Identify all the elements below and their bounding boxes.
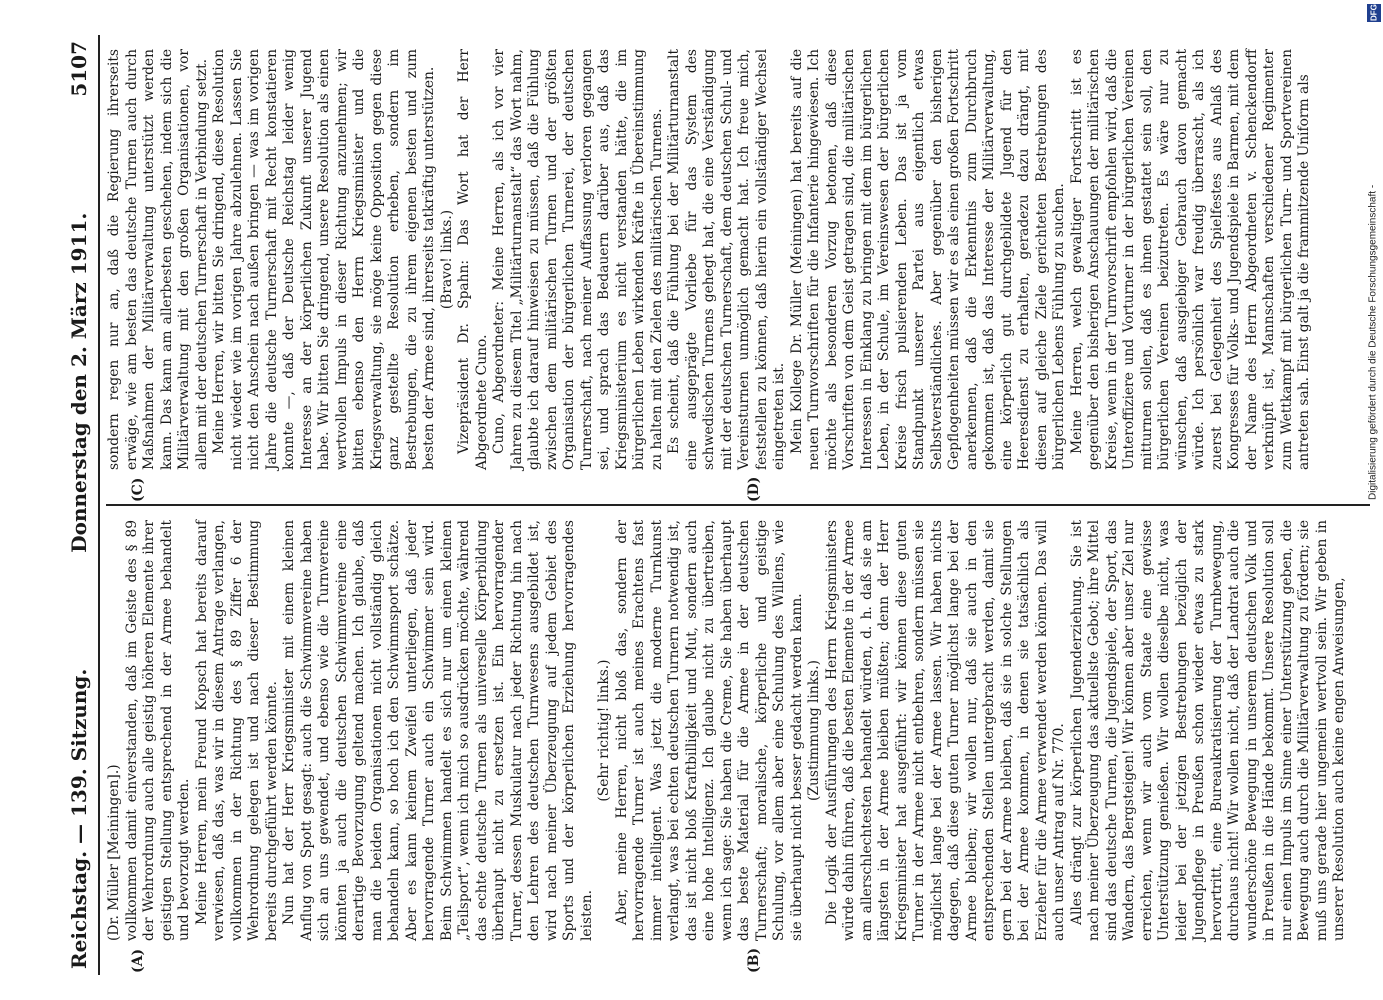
dfg-logo: DFG (1367, 4, 1381, 22)
header-date: Donnerstag den 2. März 1911. (67, 212, 91, 553)
digitization-note: Digitalisierung gefördert durch die Deutsche Forschungsgemeinschaft - (1367, 184, 1379, 500)
page-number: 5107 (67, 41, 91, 97)
interjection: (Sehr richtig! links.) (596, 659, 612, 802)
paragraph: Aber, meine Herren, nicht bloß das, sondern der hervorragende Turner ist auch meines Erachtens fast immer intelligent. Was jetzt die moderne Turnkunst verlangt, was bei echten deutschen Turnern notwendig ist, das ist nicht bloß Kraftbilligkeit und Mut, sondern auch eine hohe Intelligenz. Ich glaube nicht zu übertreiben, wenn ich sage: Sie haben die Creme, Sie haben überhaupt das beste Material für die Armee in der deutschen Turnerschaft; moralische, körperliche und geistige Schulung, vor allem aber eine Schulung des Willens, wie sie überhaupt nicht besser gedacht werden kann. (613, 520, 805, 941)
margin-mark-d: (D) (746, 476, 762, 502)
paragraph: Die Logik der Ausführungen des Herrn Kriegsministers würde dahin führen, daß die besten Elemente in der Armee am allerschlechtesten behandelt würden, d. h. daß sie am längsten in der Armee bleiben müßten; denn der Herr Kriegsminister hat ausgeführt: wir können diese guten Turner in der Armee nicht entbehren, sondern müssen sie möglichst lange bei der Armee lassen. Wir haben nichts dagegen, daß diese guten Turner möglichst lange bei der Armee bleiben; wir wollen nur, daß sie auch in den entsprechenden Stellen untergebracht werden, damit sie gern bei der Armee bleiben, daß sie in solche Stellungen bei der Armee kommen, in denen sie tatsächlich als Erzieher für die Armee verwendet werden können. Das will auch unser Antrag auf Nr. 770. (823, 520, 1067, 941)
paragraph: sondern regen nur an, daß die Regierung ihrerseits erwäge, wie am besten das deutsche Turnen auch durch Maßnahmen der Militärverwaltung unterstützt werden kann. Das kann am allerbesten geschehen, indem sich die Militärverwaltung mit den großen Organisationen, vor allem mit der deutschen Turnerschaft in Verbindung setzt. (106, 49, 210, 470)
interjection: (Zustimmung links.) (806, 660, 822, 801)
paragraph: Nun hat der Herr Kriegsminister mit einem kleinen Anflug von Spott gesagt: auch die Schwimmvereine haben sich an uns gewendet, und ebenso wie die Turnvereine könnten ja auch die deutschen Schwimmvereine eine derartige Bevorzugung geltend machen. Ich glaube, daß man die beiden Organisationen nicht vollständig gleich behandeln kann, so hoch ich den Schwimmsport schätze. Aber es kann keinem Zweifel unterliegen, daß jeder hervorragende Turner auch ein Schwimmer sein wird. Beim Schwimmen handelt es sich nur um einen kleinen „Teilsport“, wenn ich mich so ausdrücken möchte, während das echte deutsche Turnen als universelle Körperbildung überhaupt nicht zu ersetzen ist. Ein hervorragender Turner, dessen Muskulatur nach jeder Richtung hin nach den Lehren des deutschen Turnwesens ausgebildet ist, wird nach meiner Überzeugung auf jedem Gebiet des Sports und der körperlichen Erziehung hervorragendes leisten. (281, 520, 595, 941)
speaker-reference: (Dr. Müller [Meiningen].) (106, 764, 122, 941)
paragraph: Cuno, Abgeordneter: Meine Herren, als ich vor vier Jahren zu diesem Titel „Militärturnanstalt“ das Wort nahm, glaubte ich darauf hinweisen zu müssen, daß die Fühlung zwischen dem militärischen Turnen und der größten Organisation der bürgerlichen Turnerei, der deutschen Turnerschaft, nach meiner Auffassung verloren gegangen sei, und sprach das Bedauern darüber aus, daß das Kriegsministerium es nicht verstanden hätte, die im bürgerlichen Leben wirkenden Kräfte in Übereinstimmung zu halten mit den Zielen des militärischen Turnens. (491, 49, 665, 470)
left-column (106, 504, 1370, 975)
paragraph: Es scheint, daß die Fühlung bei der Militärturnanstalt eine ausgeprägte Vorliebe für das System des schwedischen Turnens gehegt hat, die eine Verständigung mit der deutschen Turnerschaft, dem deutschen Schul- und Vereinsturnen unmöglich gemacht hat. Ich freue mich, feststellen zu können, daß hierin ein vollständiger Wechsel eingetreten ist. (666, 49, 787, 470)
paragraph: Meine Herren, welch gewaltiger Fortschritt ist es gegenüber den bisherigen Anschauungen der militärischen Kreise, wenn in der Turnvorschrift empfohlen wird, daß die Unteroffiziere und Vorturner in der bürgerlichen Vereinen mitturnen sollen, daß es ihnen gestattet sein soll, den bürgerlichen Vereinen beizutreten. Es wäre nur zu wünschen, daß ausgiebiger Gebrauch davon gemacht würde. Ich persönlich war freudig überrascht, als ich zuerst bei Gelegenheit des Spielfestes aus Anlaß des Kongresses für Volks- und Jugendspiele in Barmen, mit dem der Name des Herrn Abgeordneten v. Schenckendorff verknüpft ist, Mannschaften verschiedener Regimenter zum Wettkampf mit bürgerlichen Turn- und Sportvereinen antreten sah. Einst galt ja die frammitzende Uniform als (1068, 49, 1312, 470)
vice-president-line: Vizepräsident Dr. Spahn: Das Wort hat der Herr Abgeordnete Cuno. (456, 49, 490, 470)
paragraph: Mein Kollege Dr. Müller (Meiningen) hat bereits auf die neuen Turnvorschriften für die Infanterie hingewiesen. Ich möchte als besonderen Vorzug betonen, daß diese Vorschriften von dem Geist getragen sind, die militärischen Interessen in Einklang zu bringen mit dem im bürgerlichen Leben, in der Schule, im Vereinswesen der bürgerlichen Kreise frisch pulsierenden Leben. Das ist ja vom Standpunkt unserer Partei aus eigentlich etwas Selbstverständliches. Aber gegenüber den bisherigen Gepflogenheiten müssen wir es als einen großen Fortschritt anerkennen, daß die Erkenntnis zum Durchbruch gekommen ist, daß das Interesse der Militärverwaltung, eine körperlich gut durchgebildete Jugend für den Heeresdienst zu erhalten, geradezu dazu drängt, mit diesen auf gleiche Ziele gerichteten Bestrebungen des bürgerlichen Lebens Fühlung zu suchen. (788, 49, 1067, 470)
text-columns (106, 35, 1370, 975)
right-column (106, 35, 1370, 504)
paragraph: Meine Herren, mein Freund Kopsch hat bereits darauf verwiesen, daß das, was wir in diesem Antrage verlangen, vollkommen in der Richtung des § 89 Ziffer 6 der Wehrordnung gelegen ist und nach dieser Bestimmung bereits durchgeführt werden könnte. (193, 520, 280, 941)
margin-mark-b: (B) (746, 947, 762, 973)
margin-mark-c: (C) (130, 477, 146, 502)
document-page (60, 35, 1370, 975)
page-header (60, 35, 100, 975)
paragraph: Meine Herren, wir bitten Sie dringend, diese Resolution nicht wieder wie im vorigen Jahre abzulehnen. Lassen Sie nicht den Anschein nach außen bringen — was im vorigen Jahre die deutsche Turnerschaft mit Recht konstatieren konnte —, daß der Deutsche Reichstag leider wenig Interesse an der körperlichen Zukunft unserer Jugend habe. Wir bitten Sie dringend, unsere Resolution als einen wertvollen Impuls in dieser Richtung anzunehmen; wir bitten ebenso den Herrn Kriegsminister und die Kriegsverwaltung, sie möge keine Opposition gegen diese ganz gestellte Resolution erheben, sondern im Bestrebungen, die zu ihrem eigenen besten und zum besten der Armee sind, ihrerseits tatkräftig unterstützen. (211, 49, 437, 470)
paragraph: vollkommen damit einverstanden, daß im Geiste des § 89 der Wehrordnung auch alle geistig höheren Elemente ihrer geistigen Stellung entsprechend in der Armee behandelt und bevorzugt werden. (123, 520, 192, 941)
margin-mark-a: (A) (130, 948, 146, 973)
interjection: (Bravo! links.) (438, 209, 455, 310)
header-left: Reichstag. — 139. Sitzung. (67, 668, 91, 969)
paragraph: Alles drängt zur körperlichen Jugenderziehung. Sie ist nach meiner Überzeugung das aktuellste Gebot; ihre Mittel sind das deutsche Turnen, die Jugendspiele, der Sport, das Wandern, das Bergsteigen! Wir können aber unser Ziel nur erreichen, wenn wir auch vom Staate eine gewisse Unterstützung genießen. Wir wollen dieselbe nicht, was leider bei der jetzigen Bestrebungen bezüglich der Jugendpflege in Preußen schon wieder etwas zu stark hervortritt, eine Bureaukratisierung der Turnbewegung, durchaus nicht! Wir wollen nicht, daß der Landrat auch die wunderschöne Bewegung in unserem deutschen Volk und in Preußen in die Hände bekommt. Unsere Resolution soll nur einen Impuls im Sinne einer Unterstützung geben, die Bewegung auch durch die Militärverwaltung zu fördern; sie muß uns gerade hier ungemein wertvoll sein. Wir geben in unserer Resolution auch keine engen Anweisungen, (1068, 520, 1347, 941)
